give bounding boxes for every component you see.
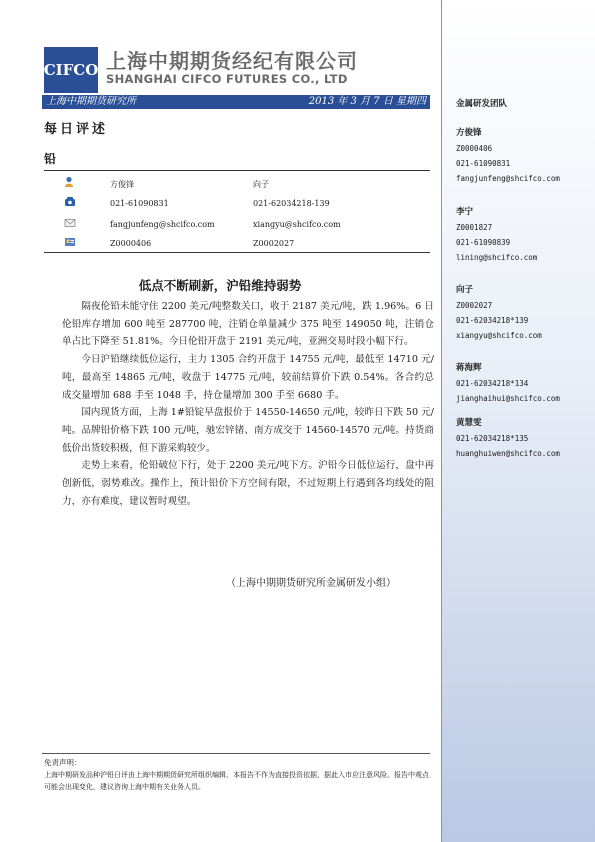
member-email[interactable]: xiangyu@shcifco.com — [456, 331, 542, 340]
member-id: Z0001827 — [456, 223, 493, 232]
contact-email-2[interactable]: xiangyu@shcifco.com — [253, 220, 341, 229]
member-id: Z0002027 — [456, 301, 493, 310]
team-member — [456, 283, 594, 343]
member-email[interactable]: huanghuiwen@shcifco.com — [456, 449, 560, 458]
disclaimer-heading: 免责声明： — [44, 758, 82, 767]
member-email[interactable]: fangjunfeng@shcifco.com — [456, 174, 560, 183]
member-phone: 021-61090839 — [456, 238, 511, 247]
sidebar-title: 金属研发团队 — [456, 99, 508, 109]
member-phone: 021-61090831 — [456, 159, 511, 168]
member-name: 蒋海辉 — [456, 363, 482, 373]
article-signoff: （上海中期期货研究所金属研发小组） — [226, 578, 396, 589]
member-phone: 021-62034218*139 — [456, 316, 529, 325]
team-sidebar — [441, 0, 595, 842]
product-label: 铅 — [44, 152, 57, 166]
contact-phone-2: 021-62034218-139 — [253, 199, 330, 208]
team-member — [456, 416, 594, 461]
contacts-top-rule — [44, 170, 430, 171]
article-title: 低点不断刷新，沪铅维持弱势 — [138, 278, 302, 293]
member-name: 李宁 — [456, 207, 474, 217]
report-date: 2013 年 3 月 7 日 星期四 — [308, 96, 426, 107]
header-bar — [42, 95, 430, 109]
id-card-icon — [64, 236, 76, 248]
team-member — [456, 126, 594, 186]
member-id: Z0000406 — [456, 144, 493, 153]
member-name: 向子 — [456, 285, 474, 295]
contact-id-2: Z0002027 — [253, 239, 295, 248]
article-paragraph: 国内现货方面，上海 1#铅锭早盘报价于 14550-14650 元/吨，较昨日下跌 50 元/吨。品牌铅价格下跌 100 元/吨，驰宏锌锗、南方成交于 14560-14570 元/吨。持货商低价出货较积极，但下游采购较少。 — [62, 407, 434, 454]
company-name-cn: 上海中期期货经纪有限公司 — [106, 49, 358, 73]
mail-icon — [64, 217, 76, 229]
contacts-bottom-rule — [44, 252, 430, 253]
member-phone: 021-62034218*134 — [456, 379, 529, 388]
logo-mark: CIFCO — [43, 61, 99, 79]
member-name: 方俊锋 — [456, 128, 482, 138]
member-name: 黄慧雯 — [456, 418, 482, 428]
company-name-en: SHANGHAI CIFCO FUTURES CO., LTD — [106, 72, 348, 86]
article-paragraph: 隔夜伦铅未能守住 2200 美元/吨整数关口，收于 2187 美元/吨，跌 1.96%。6 日伦铅库存增加 600 吨至 287700 吨，注销仓单量减少 375 吨至 149050 吨，注销仓单占比下降至 51.81%。今日伦铅开盘于 2191 美元/吨，亚洲交易时段小幅下行。 — [62, 301, 434, 348]
contact-row-names — [60, 176, 430, 194]
section-title: 每日评述 — [44, 122, 109, 137]
disclaimer-rule — [42, 753, 430, 754]
member-phone: 021-62034218*135 — [456, 434, 529, 443]
article-body — [62, 298, 434, 510]
cifco-logo — [44, 47, 98, 93]
institute-name: 上海中期期货研究所 — [46, 96, 136, 107]
contact-row-phones — [60, 196, 430, 214]
phone-icon — [64, 196, 76, 208]
member-email[interactable]: jianghaihui@shcifco.com — [456, 394, 560, 403]
contact-phone-1: 021-61090831 — [110, 199, 169, 208]
team-member — [456, 361, 594, 406]
contact-row-emails — [60, 217, 430, 235]
contact-name-1: 方俊锋 — [110, 180, 134, 189]
contact-email-1[interactable]: fangjunfeng@shcifco.com — [110, 220, 215, 229]
article-paragraph: 走势上来看，伦铅破位下行，处于 2200 美元/吨下方。沪铅今日低位运行，盘中再创新低，弱势难改。操作上，预计铅价下方空间有限，不过短期上行遇到各均线处的阻力，亦有难度，建议暂时观望。 — [62, 460, 434, 507]
disclaimer-text: 上海中期研发品种沪铅日评由上海中期期货研究所组织编辑，本报告不作为直接投资依据，据此入市应注意风险。报告中观点可能会出现变化，建议咨询上海中期有关业务人员。 — [44, 771, 429, 791]
article-paragraph: 今日沪铅继续低位运行，主力 1305 合约开盘于 14755 元/吨，最低至 14710 元/吨，最高至 14865 元/吨，收盘于 14775 元/吨，较前结算价下跌 0.54%。各合约总成交量增加 688 手至 1048 手，持仓量增加 300 手至 6680 手。 — [62, 354, 434, 401]
contact-name-2: 向子 — [253, 180, 269, 189]
team-member — [456, 205, 594, 265]
contact-id-1: Z0000406 — [110, 239, 152, 248]
person-icon — [64, 176, 76, 188]
member-email[interactable]: lining@shcifco.com — [456, 253, 538, 262]
